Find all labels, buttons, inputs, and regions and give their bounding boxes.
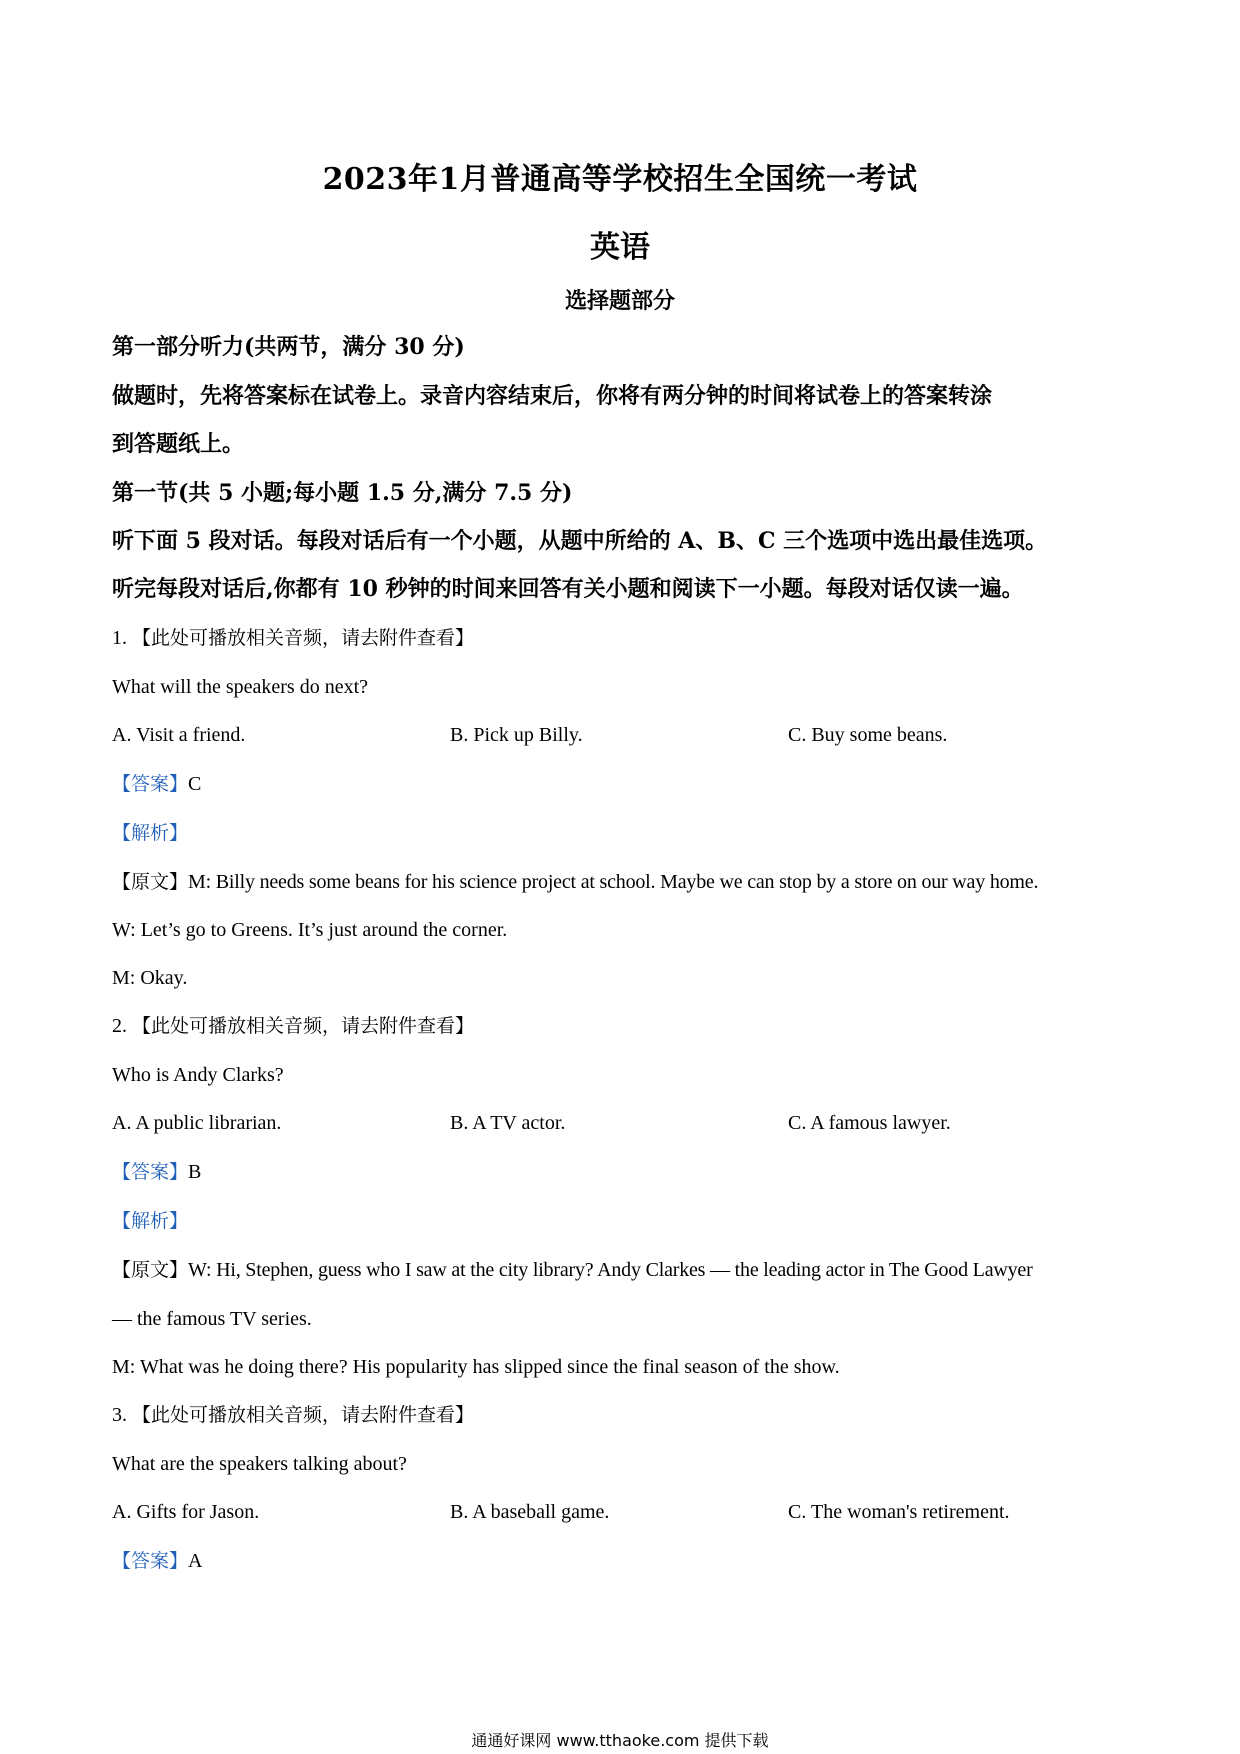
q2-option-c: C. A famous lawyer. [788,1112,951,1134]
question-number: 3. [112,1404,127,1426]
audio-note[interactable]: 【此处可播放相关音频，请去附件查看】 [132,627,475,649]
audio-note[interactable]: 【此处可播放相关音频，请去附件查看】 [132,1015,475,1037]
part1-instruction-line2: 到答题纸上。 [112,431,245,457]
part1-title: 第一部分听力(共两节，满分 30 分) [112,334,465,360]
section1-instruction-line1: 听下面 5 段对话。每段对话后有一个小题，从题中所给的 A、B、C 三个选项中选出最佳选项。 [112,528,1048,554]
question-number: 2. [112,1015,127,1037]
answer-label: 【答案】 [112,773,189,795]
transcript-text: M: Billy needs some beans for his science project at school. Maybe we can stop by a store on our way home. [188,871,1039,893]
footer-source: 通通好课网 www.tthaoke.com 提供下载 [471,1731,769,1750]
q1-option-b: B. Pick up Billy. [450,724,583,746]
question-1-header [112,626,1130,650]
q1-option-a: A. Visit a friend. [112,724,246,746]
q1-analysis [112,821,1130,845]
q3-answer [112,1549,1130,1573]
section1-instruction-line2: 听完每段对话后,你都有 10 秒钟的时间来回答有关小题和阅读下一小题。每段对话仅读一遍。 [112,576,1024,602]
q1-answer [112,772,1130,796]
exam-title: 2023年1月普通高等学校招生全国统一考试 [322,162,918,197]
q1-transcript-line3: M: Okay. [112,967,188,989]
q2-transcript-line1 [112,1258,1130,1282]
q1-option-c: C. Buy some beans. [788,724,948,746]
section-title: 选择题部分 [564,288,675,314]
analysis-label: 【解析】 [112,822,189,844]
q2-transcript-line3: M: What was he doing there? His popularity has slipped since the final season of the show. [112,1356,840,1378]
answer-value: C [188,773,202,795]
answer-value: A [188,1550,203,1572]
q2-answer [112,1160,1130,1184]
section1-title: 第一节(共 5 小题;每小题 1.5 分,满分 7.5 分) [112,480,573,506]
q3-option-c: C. The woman's retirement. [788,1501,1010,1523]
question-number: 1. [112,627,127,649]
q2-option-a: A. A public librarian. [112,1112,282,1134]
q2-option-b: B. A TV actor. [450,1112,566,1134]
question-3-header [112,1403,1130,1427]
q1-transcript-line1 [112,870,1130,894]
question-1-text: What will the speakers do next? [112,676,369,698]
question-3-text: What are the speakers talking about? [112,1453,407,1475]
q2-analysis [112,1209,1130,1233]
question-2-text: Who is Andy Clarks? [112,1064,284,1086]
answer-value: B [188,1161,202,1183]
transcript-text: W: Hi, Stephen, guess who I saw at the city library? Andy Clarkes — the leading actor in The Good Lawyer [188,1259,1033,1281]
q3-option-b: B. A baseball game. [450,1501,610,1523]
q3-option-a: A. Gifts for Jason. [112,1501,260,1523]
q1-transcript-line2: W: Let’s go to Greens. It’s just around the corner. [112,919,508,941]
answer-label: 【答案】 [112,1550,189,1572]
transcript-label: 【原文】 [112,1259,189,1281]
part1-instruction-line1: 做题时，先将答案标在试卷上。录音内容结束后，你将有两分钟的时间将试卷上的答案转涂 [112,383,993,409]
transcript-label: 【原文】 [112,871,189,893]
subject-title: 英语 [590,230,650,265]
q2-transcript-line2: — the famous TV series. [112,1308,312,1330]
analysis-label: 【解析】 [112,1210,189,1232]
answer-label: 【答案】 [112,1161,189,1183]
question-2-header [112,1014,1130,1038]
audio-note[interactable]: 【此处可播放相关音频，请去附件查看】 [132,1404,475,1426]
